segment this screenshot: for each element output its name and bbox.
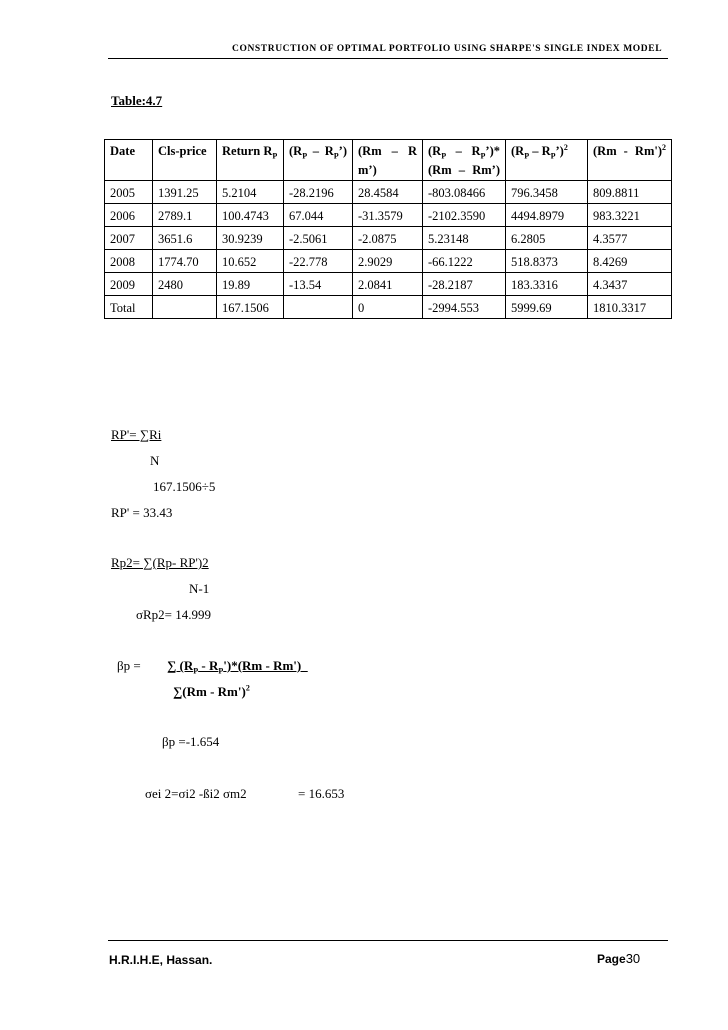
table-cell [153, 296, 217, 319]
variance-denominator: N-1 [189, 581, 210, 596]
beta-result: βp =-1.654 [162, 734, 220, 749]
column-header: (Rm - Rm')$^2$ [588, 140, 672, 181]
table-cell: 1774.70 [153, 250, 217, 273]
table-cell: 809.8811 [588, 181, 672, 204]
table-cell: 183.3316 [506, 273, 588, 296]
table-cell: 2005 [105, 181, 153, 204]
table-cell: 1391.25 [153, 181, 217, 204]
table-cell: 518.8373 [506, 250, 588, 273]
table-cell: 67.044 [284, 204, 353, 227]
table-cell: 2.0841 [353, 273, 423, 296]
table-cell: -22.778 [284, 250, 353, 273]
column-header: (Rm – Rm’) [353, 140, 423, 181]
residual-variance-lhs: σei 2=σi2 -ßi2 σm2 [145, 786, 247, 801]
table-cell: 2.9029 [353, 250, 423, 273]
table-cell: 983.3221 [588, 204, 672, 227]
table-cell: 6.2805 [506, 227, 588, 250]
table-cell: 4494.8979 [506, 204, 588, 227]
table-caption: Table:4.7 [111, 93, 163, 108]
table-cell: 5.2104 [217, 181, 284, 204]
column-header: ($R_P$ – $R_P’)^2$ [506, 140, 588, 181]
table-total-row [105, 296, 672, 319]
rp-mean-numerator: RP'= ∑Ri [111, 427, 162, 442]
table-cell: 2006 [105, 204, 153, 227]
table-cell: 1810.3317 [588, 296, 672, 319]
column-header: Return $R_P$ [217, 140, 284, 181]
variance-result: σRp2= 14.999 [136, 607, 212, 622]
table-cell: 796.3458 [506, 181, 588, 204]
rp-mean-denominator: N [150, 453, 160, 468]
table-cell: -2994.553 [423, 296, 506, 319]
table-cell: 2789.1 [153, 204, 217, 227]
table-cell: 5999.69 [506, 296, 588, 319]
table-cell: 2480 [153, 273, 217, 296]
beta-numerator: ∑ $(R_P - R_P')*(Rm - Rm')$ [167, 658, 308, 676]
table-cell: -803.08466 [423, 181, 506, 204]
table-cell: 0 [353, 296, 423, 319]
column-header: ($R_P$ – $R_P’)*$ (Rm – Rm’) [423, 140, 506, 181]
table-row [105, 250, 672, 273]
beta-denominator: ∑(Rm - Rm')$^2$ [173, 683, 250, 699]
residual-variance-result: = 16.653 [298, 786, 345, 801]
table-row [105, 273, 672, 296]
page-number: Page30 [597, 951, 641, 966]
rp-mean-result: RP' = 33.43 [111, 505, 173, 520]
table-cell: -31.3579 [353, 204, 423, 227]
footer-rule [108, 940, 668, 941]
data-table [104, 139, 672, 319]
table-row [105, 204, 672, 227]
table-cell: -2.0875 [353, 227, 423, 250]
table-cell: 30.9239 [217, 227, 284, 250]
table-cell: Total [105, 296, 153, 319]
column-header: ($R_P$ – $R_P$’) [284, 140, 353, 181]
header-rule [108, 58, 668, 59]
table-cell: 8.4269 [588, 250, 672, 273]
table-row [105, 227, 672, 250]
institution-name: H.R.I.H.E, Hassan. [109, 953, 213, 967]
table-cell: 10.652 [217, 250, 284, 273]
variance-numerator: Rp2= ∑(Rp- RP')2 [111, 555, 209, 570]
table-cell [284, 296, 353, 319]
table-header-row [105, 140, 672, 181]
table-cell: 2007 [105, 227, 153, 250]
table-cell: 3651.6 [153, 227, 217, 250]
table-cell: -28.2187 [423, 273, 506, 296]
table-cell: 2008 [105, 250, 153, 273]
table-cell: -13.54 [284, 273, 353, 296]
table-cell: 4.3437 [588, 273, 672, 296]
running-title: CONSTRUCTION OF OPTIMAL PORTFOLIO USING SHARPE'S SINGLE INDEX MODEL [232, 44, 663, 54]
table-row [105, 181, 672, 204]
column-header: Date [105, 140, 153, 181]
table-cell: 4.3577 [588, 227, 672, 250]
table-cell: -66.1222 [423, 250, 506, 273]
beta-lhs: βp = [117, 658, 141, 673]
table-cell: 167.1506 [217, 296, 284, 319]
table-cell: 28.4584 [353, 181, 423, 204]
rp-mean-calculation: 167.1506÷5 [153, 479, 216, 494]
table-cell: -2.5061 [284, 227, 353, 250]
table-cell: -28.2196 [284, 181, 353, 204]
table-cell: 5.23148 [423, 227, 506, 250]
table-cell: 100.4743 [217, 204, 284, 227]
table-cell: 2009 [105, 273, 153, 296]
table-cell: -2102.3590 [423, 204, 506, 227]
column-header: Cls-price [153, 140, 217, 181]
table-cell: 19.89 [217, 273, 284, 296]
